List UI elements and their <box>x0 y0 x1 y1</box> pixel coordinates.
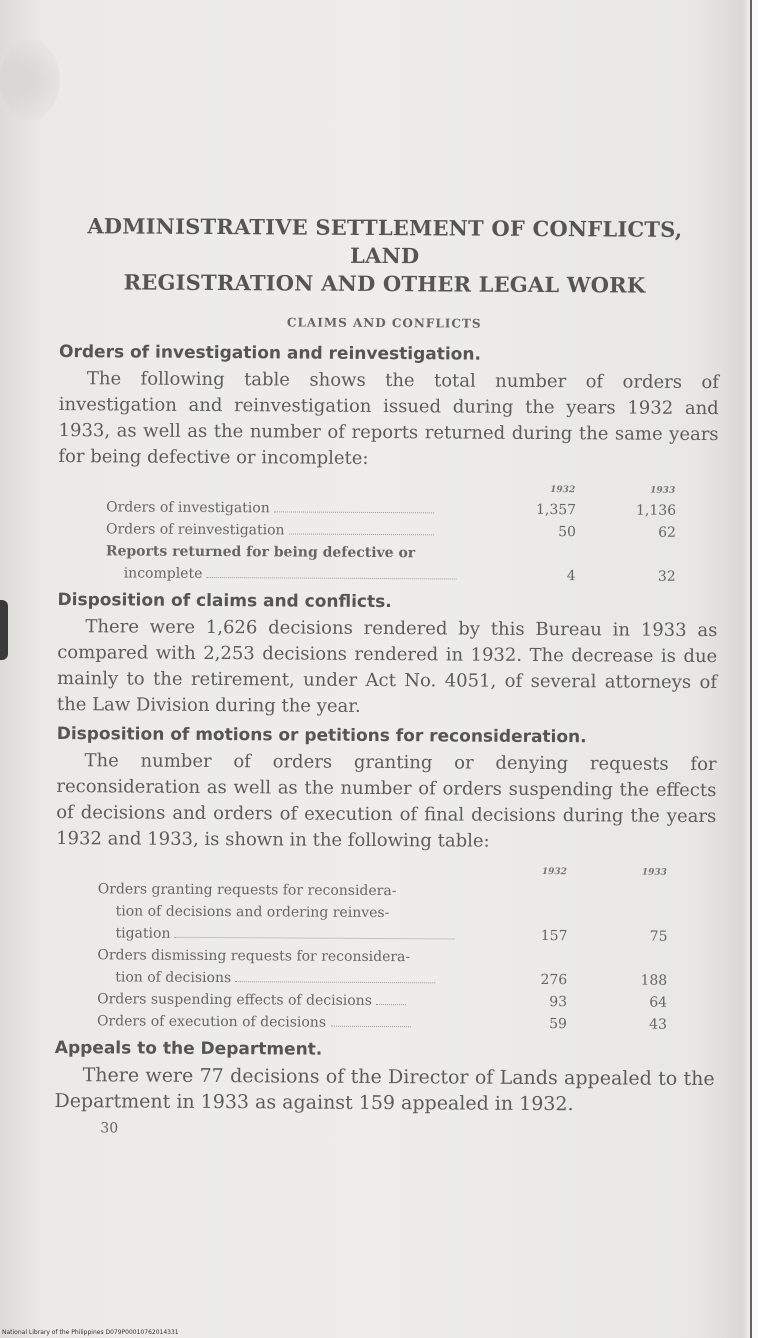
page-title <box>49 212 720 300</box>
cell-year-b: 62 <box>658 524 677 541</box>
title-line-2: REGISTRATION AND OTHER LEGAL WORK <box>123 269 646 298</box>
cell-year-a: 276 <box>540 972 568 989</box>
cell-year-b: 64 <box>649 994 668 1011</box>
cell-year-a: 93 <box>549 994 568 1011</box>
dot-leader <box>175 929 455 940</box>
table-row <box>106 540 676 587</box>
column-year-a: 1932 <box>550 485 576 496</box>
cell-year-a: 4 <box>566 568 576 585</box>
table-row <box>97 944 667 991</box>
page-smudge <box>0 40 60 120</box>
cell-year-b: 43 <box>649 1016 668 1033</box>
dot-leader <box>274 503 434 513</box>
column-year-a: 1932 <box>541 867 567 878</box>
cell-year-a: 59 <box>549 1016 568 1033</box>
heading-disposition-claims: Disposition of claims and conflicts. <box>57 590 392 613</box>
row-label: Orders dismissing requests for reconsidera- <box>97 947 411 966</box>
binding-mark <box>0 600 8 660</box>
cell-year-a: 50 <box>558 524 577 541</box>
section-subtitle: CLAIMS AND CONFLICTS <box>286 315 482 331</box>
cell-year-b: 75 <box>649 928 668 945</box>
column-year-b: 1933 <box>650 485 676 496</box>
dot-leader <box>330 1018 410 1027</box>
heading-investigation: Orders of investigation and reinvestigation. <box>59 342 482 365</box>
row-label: Orders granting requests for reconsidera- <box>97 881 397 900</box>
cell-year-b: 188 <box>640 972 668 989</box>
dot-leader <box>376 996 406 1005</box>
table-investigation <box>106 478 677 587</box>
row-label-cont: tion of decisions and ordering reinves- <box>115 903 390 922</box>
dot-leader <box>289 525 434 535</box>
page-edge-light <box>752 0 758 1338</box>
document-body <box>44 200 720 1140</box>
row-label-cont: tion of decisions <box>115 969 232 987</box>
paragraph-investigation: The following table shows the total number of orders of investigation and reinvestigation issued during the years 1932 and 1933, as well as the number of reports returned during the same years for being defective or incomplete: <box>58 368 719 469</box>
heading-reconsideration: Disposition of motions or petitions for reconsideration. <box>56 724 587 748</box>
dot-leader <box>207 569 457 580</box>
row-label: Orders suspending effects of decisions <box>97 991 372 1009</box>
row-label: Orders of execution of decisions <box>96 1013 327 1031</box>
row-label: Orders of investigation <box>106 499 270 517</box>
paragraph-reconsideration: The number of orders granting or denying requests for reconsideration as well as the number of orders suspending the effects of decisions and orders of execution of final decisions during the years 1932 and 1933, is shown in the following table: <box>56 750 717 852</box>
paragraph-disposition-claims: There were 1,626 decisions rendered by this Bureau in 1933 as compared with 2,253 decisions rendered in 1932. The decrease is due mainly to the retirement, under Act No. 4051, of several attorneys of the Law Division during the year. <box>56 616 718 717</box>
dot-leader <box>236 973 436 983</box>
column-year-b: 1933 <box>641 867 667 878</box>
paragraph-appeals: There were 77 decisions of the Director of Lands appealed to the Department in 1933 as against 159 appealed in 1932. <box>54 1064 715 1116</box>
table-reconsideration <box>97 860 668 1035</box>
cell-year-b: 32 <box>657 568 676 585</box>
table-row <box>97 1010 667 1035</box>
archive-credit: National Library of the Philippines D079P00010762014331 <box>2 1329 179 1336</box>
table-row <box>97 878 667 947</box>
row-label-cont: incomplete <box>123 565 203 582</box>
cell-year-a: 1,357 <box>535 501 577 519</box>
title-line-1: ADMINISTRATIVE SETTLEMENT OF CONFLICTS, LAND <box>87 213 683 269</box>
row-label: Orders of reinvestigation <box>105 521 285 539</box>
heading-appeals: Appeals to the Department. <box>54 1038 323 1060</box>
page-number: 30 <box>100 1120 119 1137</box>
cell-year-a: 157 <box>540 928 568 945</box>
page-edge-shadow <box>750 0 752 1338</box>
row-label-cont: tigation <box>115 925 171 942</box>
cell-year-b: 1,136 <box>635 502 677 519</box>
row-label: Reports returned for being defective or <box>105 543 416 562</box>
